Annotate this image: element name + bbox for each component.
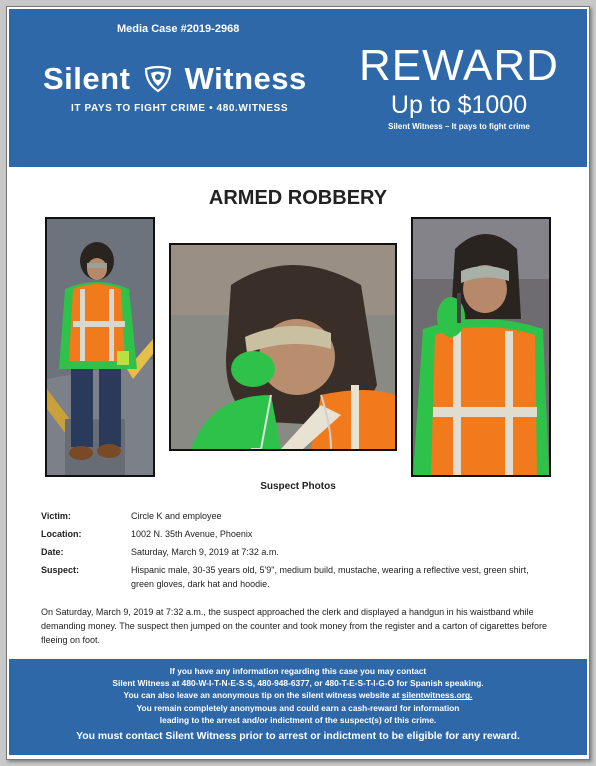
logo-text-left: Silent bbox=[43, 61, 131, 96]
victim-value: Circle K and employee bbox=[131, 511, 222, 521]
contact-footer bbox=[9, 659, 587, 755]
reward-subtitle: Silent Witness – It pays to fight crime bbox=[388, 122, 530, 131]
silent-witness-logo bbox=[43, 61, 307, 97]
photos-caption: Suspect Photos bbox=[260, 481, 336, 492]
footer-line-4: You remain completely anonymous and could earn a cash-reward for information bbox=[136, 702, 460, 713]
media-case-number: Media Case #2019-2968 bbox=[117, 23, 240, 35]
date-label: Date: bbox=[41, 547, 64, 557]
crime-title: ARMED ROBBERY bbox=[208, 187, 388, 209]
suspect-photo-close-up bbox=[169, 243, 397, 451]
location-value: 1002 N. 35th Avenue, Phoenix bbox=[131, 529, 253, 539]
suspect-photo-half-body bbox=[411, 217, 551, 477]
footer-line-1: If you have any information regarding this case you may contact bbox=[169, 666, 427, 676]
tagline: IT PAYS TO FIGHT CRIME • 480.WITNESS bbox=[71, 103, 289, 114]
suspect-label: Suspect: bbox=[41, 565, 80, 575]
incident-narrative: On Saturday, March 9, 2019 at 7:32 a.m., the suspect approached the clerk and displayed a handgun in his waistband while demanding money. The suspect then jumped on the counter and took money from the register and a carton of cigarettes before fleeing on foot. bbox=[41, 607, 547, 645]
victim-label: Victim: bbox=[41, 511, 71, 521]
date-value: Saturday, March 9, 2019 at 7:32 a.m. bbox=[131, 547, 279, 557]
footer-line-5: leading to the arrest and/or indictment of the suspect(s) of this crime. bbox=[159, 714, 437, 725]
logo-text-right: Witness bbox=[184, 61, 307, 96]
eye-shield-icon bbox=[143, 63, 173, 93]
footer-eligibility-notice: You must contact Silent Witness prior to arrest or indictment to be eligible for any reward. bbox=[76, 731, 520, 743]
footer-line-3-text: You can also leave an anonymous tip on the silent witness website at bbox=[123, 690, 402, 701]
footer-line-2: Silent Witness at 480-W-I-T-N-E-S-S, 480-948-6377, or 480-T-E-S-T-I-G-O for Spanish speaking. bbox=[112, 678, 484, 689]
header-banner bbox=[9, 9, 587, 167]
suspect-description: Hispanic male, 30-35 years old, 5'9", medium build, mustache, wearing a reflective vest, green shirt, green gloves, dark hat and hoodie. bbox=[131, 565, 529, 589]
footer-line-3 bbox=[9, 689, 587, 701]
suspect-photo-full-body bbox=[45, 217, 155, 477]
website-link[interactable]: silentwitness.org. bbox=[401, 690, 473, 701]
reward-amount: Up to $1000 bbox=[390, 91, 528, 119]
location-label: Location: bbox=[41, 529, 82, 539]
reward-heading: REWARD bbox=[359, 41, 559, 90]
wanted-poster bbox=[6, 6, 590, 760]
